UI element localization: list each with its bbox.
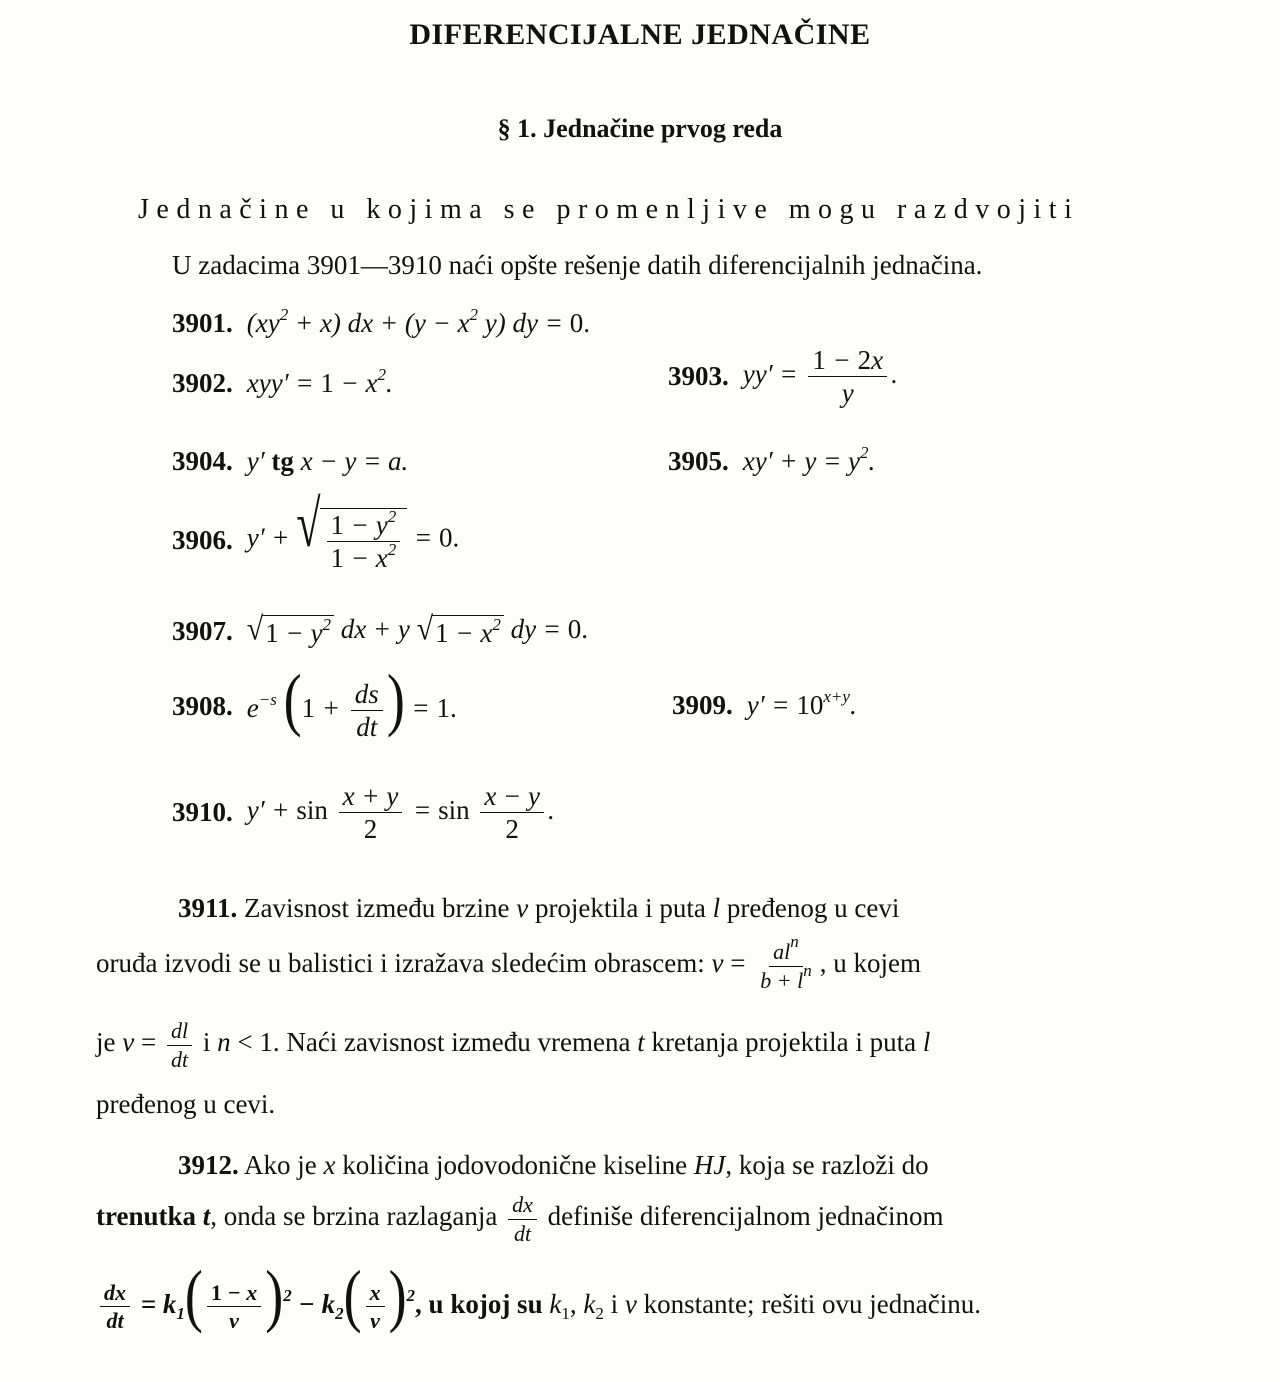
problem-number: 3903. bbox=[668, 361, 729, 392]
text-fragment: kretanja projektila i puta bbox=[651, 1027, 917, 1058]
problem-number: 3910. bbox=[172, 797, 233, 828]
problem-3908 bbox=[172, 660, 457, 743]
text-fragment: konstante; rešiti ovu jednačinu. bbox=[643, 1288, 981, 1319]
text-fragment: i bbox=[202, 1027, 211, 1058]
text-fragment: pređenog u cevi. bbox=[96, 1089, 276, 1119]
equation: $y' = 10^{x+y}$. bbox=[746, 687, 857, 720]
problem-number: 3901. bbox=[172, 308, 233, 338]
equation: $e^{-s}$ (1 + $\frac{ds}{dt}$ ) = 1. bbox=[246, 660, 457, 743]
problem-3906 bbox=[172, 487, 460, 574]
text-fragment: i bbox=[610, 1288, 619, 1319]
problem-number: 3912. bbox=[178, 1149, 239, 1180]
problem-number: 3911. bbox=[178, 892, 238, 923]
problem-3912: 3912. Ako je x količina jodovodonične kiseline HJ, koja se razloži do trenutka t, onda se brzina razlaganja $\frac{dx}{dt}$ definiše diferencijalnom jednačinom $\frac{dx}{dt}$ = $k_1$( $\frac{1 - x}{v}$ )$^2 - k_2$( $\frac{x}{v}$ )$^2$, u kojoj su $k_1$, $k_2$ i v konstante; rešiti ovu jednačinu. bbox=[96, 1149, 981, 1334]
equation: yy′ = $\frac{1 - 2x}{y}$ . bbox=[742, 345, 898, 409]
problem-number: 3904. bbox=[172, 446, 233, 476]
equation: $xy' + y = y^2$. bbox=[742, 443, 876, 476]
problem-3907 bbox=[172, 610, 589, 649]
text-fragment: trenutka bbox=[96, 1201, 197, 1232]
text-fragment: , onda se brzina razlaganja bbox=[210, 1201, 498, 1232]
problem-number: 3902. bbox=[172, 368, 233, 398]
text-fragment: . Naći zavisnost između vremena bbox=[272, 1027, 631, 1058]
text-fragment: projektila i puta bbox=[534, 892, 706, 923]
equation: y′ tg x − y = a. bbox=[246, 446, 409, 476]
problem-3901 bbox=[172, 305, 590, 339]
problem-number: 3906. bbox=[172, 524, 233, 555]
page-title: DIFERENCIJALNE JEDNAČINE bbox=[409, 18, 871, 51]
section-heading: § 1. Jednačine prvog reda bbox=[497, 114, 783, 143]
text-fragment: , u kojem bbox=[819, 948, 921, 979]
problem-3902 bbox=[172, 365, 393, 399]
subsection-heading: Jednačine u kojima se promenljive mogu razdvojiti bbox=[138, 194, 1080, 225]
text-fragment: količina jodovodonične kiseline bbox=[342, 1149, 688, 1180]
text-fragment: definiše diferencijalnom jednačinom bbox=[547, 1201, 944, 1232]
problem-3903 bbox=[668, 346, 898, 408]
text-fragment: pređenog u cevi bbox=[726, 892, 900, 923]
text-fragment: oruđa izvodi se u balistici i izražava sledećim obrascem: bbox=[96, 948, 705, 979]
equation: y′ + sin $\frac{x + y}{2}$ = sin $\frac{x - y}{2}$ . bbox=[246, 781, 555, 845]
equation: y′ + √ $\frac{1 - y^2}{1 - x^2}$ = 0. bbox=[246, 487, 460, 574]
text-fragment: , u kojoj su bbox=[415, 1288, 543, 1319]
problem-set-intro: U zadacima 3901—3910 naći opšte rešenje datih diferencijalnih jednačina. bbox=[172, 250, 983, 280]
text-fragment: , koja se razloži do bbox=[725, 1149, 929, 1180]
text-fragment: Ako je bbox=[244, 1149, 317, 1180]
problem-3911: 3911. Zavisnost između brzine v projektila i puta l pređenog u cevi oruđa izvodi se u balistici i izražava sledećim obrascem: v = $\frac{al^n}{b + l^n}$ , u kojem je v = $\frac{dl}{dt}$ i n < 1. Naći zavisnost između vremena t kretanja projektila i puta l pređenog u cevi. bbox=[96, 892, 931, 1119]
problem-number: 3908. bbox=[172, 691, 233, 722]
equation: $xyy' = 1 - x^2$. bbox=[246, 365, 393, 398]
problem-3909 bbox=[672, 687, 857, 721]
fraction: $\frac{1 - 2x}{y}$ bbox=[808, 346, 887, 408]
problem-number: 3905. bbox=[668, 446, 729, 476]
problem-3910 bbox=[172, 782, 555, 844]
text-fragment: je bbox=[96, 1027, 116, 1058]
problem-number: 3907. bbox=[172, 615, 233, 646]
equation: √ $1 - y^2$ dx + y √ $1 - x^2$ dy = 0. bbox=[246, 610, 589, 648]
square-root: √ $\frac{1 - y^2}{1 - x^2}$ bbox=[296, 508, 407, 573]
text-fragment: Zavisnost između brzine bbox=[244, 892, 510, 923]
problem-number: 3909. bbox=[672, 690, 733, 720]
problem-3905 bbox=[668, 443, 876, 477]
problem-3904 bbox=[172, 446, 408, 477]
equation: $(xy^2 + x)$ dx + ($y - x^2$ y) dy = 0. bbox=[246, 305, 590, 338]
